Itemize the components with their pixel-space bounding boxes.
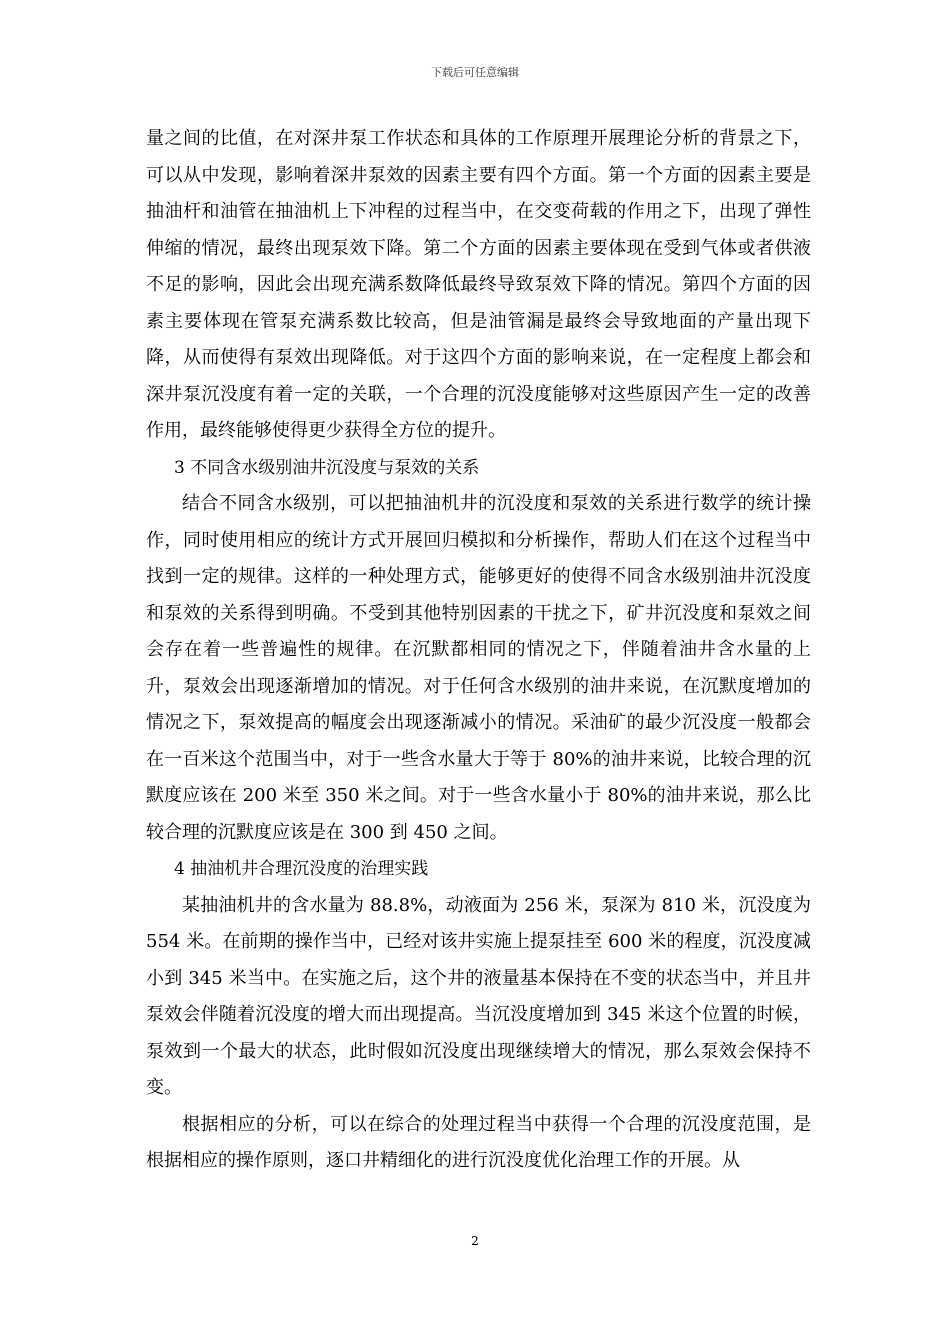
section-heading-4: 4 抽油机井合理沉没度的治理实践	[174, 859, 429, 879]
page-header: 下载后可任意编辑	[431, 66, 519, 79]
paragraph-continued: 量之间的比值，在对深井泵工作状态和具体的工作原理开展理论分析的背景之下，可以从中发现，影响着深井泵效的因素主要有四个方面。第一个方面的因素主要是抽油杆和油管在抽油机上下冲程的过程当中，在交变荷载的作用之下，出现了弹性伸缩的情况，最终出现泵效下降。第二个方面的因素主要体现在受到气体或者供液不足的影响，因此会出现充满系数降低最终导致泵效下降的情况。第四个方面的因素主要体现在管泵充满系数比较高，但是油管漏是最终会导致地面的产量出现下降，从而使得有泵效出现降低。对于这四个方面的影响来说，在一定程度上都会和深井泵沉没度有着一定的关联，一个合理的沉没度能够对这些原因产生一定的改善作用，最终能够使得更少获得全方位的提升。	[146, 128, 811, 441]
page-number: 2	[471, 1234, 479, 1248]
section-heading-3: 3 不同含水级别油井沉没度与泵效的关系	[174, 457, 480, 478]
paragraph-analysis: 根据相应的分析，可以在综合的处理过程当中获得一个合理的沉没度范围，是根据相应的操作原则，逐口井精细化的进行沉没度优化治理工作的开展。从	[146, 1113, 811, 1171]
paragraph-case-study: 某抽油机井的含水量为 88.8%，动液面为 256 米，泵深为 810 米，沉没度为 554 米。在前期的操作当中，已经对该井实施上提泵挂至 600 米的程度，沉没度减小到 345 米当中。在实施之后，这个井的液量基本保持在不变的状态当中，并且井泵效会伴随着沉没度的增大而出现提高。当沉没度增加到 345 米这个位置的时候，泵效到一个最大的状态，此时假如沉没度出现继续增大的情况，那么泵效会保持不变。	[146, 894, 811, 1098]
document-body	[146, 121, 811, 1180]
paragraph-section-3: 结合不同含水级别，可以把抽油机井的沉没度和泵效的关系进行数学的统计操作，同时使用相应的统计方式开展回归模拟和分析操作，帮助人们在这个过程当中找到一定的规律。这样的一种处理方式，能够更好的使得不同含水级别油井沉没度和泵效的关系得到明确。不受到其他特别因素的干扰之下，矿井沉没度和泵效之间会存在着一些普遍性的规律。在沉默都相同的情况之下，伴随着油井含水量的上升，泵效会出现逐渐增加的情况。对于任何含水级别的油井来说，在沉默度增加的情况之下，泵效提高的幅度会出现逐渐减小的情况。采油矿的最少沉没度一般都会在一百米这个范围当中，对于一些含水量大于等于 80%的油井来说，比较合理的沉默度应该在 200 米至 350 米之间。对于一些含水量小于 80%的油井来说，那么比较合理的沉默度应该是在 300 到 450 之间。	[146, 493, 811, 843]
